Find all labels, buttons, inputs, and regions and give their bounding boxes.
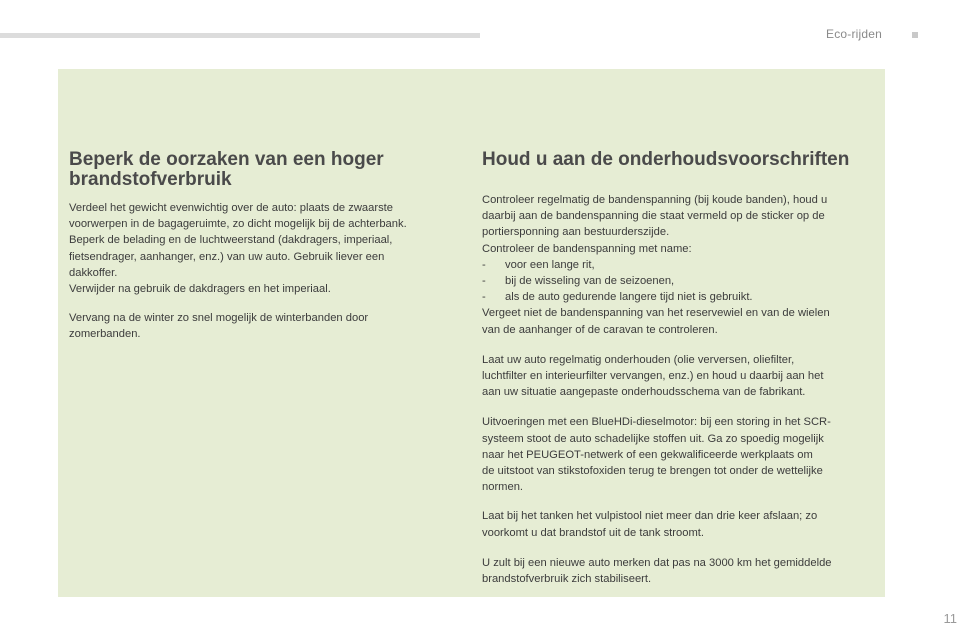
text-line: Vervang na de winter zo snel mogelijk de winterbanden door xyxy=(69,312,369,325)
text-line: systeem stoot de auto schadelijke stoffen uit. Ga zo spoedig mogelijk xyxy=(482,432,824,445)
right-paragraph-maintenance xyxy=(482,352,874,401)
section-title: Eco-rijden xyxy=(826,27,883,41)
header-rule xyxy=(0,33,480,38)
bullet-text: voor een lange rit, xyxy=(505,258,595,271)
text-line: fietsendrager, aanhanger, enz.) van uw auto. Gebruik liever een xyxy=(69,250,385,263)
text-line: normen. xyxy=(482,481,524,494)
right-paragraph-pressure xyxy=(482,192,874,338)
left-heading-line: brandstofverbruik xyxy=(69,169,232,190)
text-line: U zult bij een nieuwe auto merken dat pas na 3000 km het gemiddelde xyxy=(482,556,832,569)
right-paragraph-bluehdi xyxy=(482,414,874,495)
bullet-dash: - xyxy=(482,258,486,271)
text-line: aan uw situatie aangepaste onderhoudsschema van de fabrikant. xyxy=(482,386,806,399)
bullet-item xyxy=(482,257,874,273)
text-line: luchtfilter en interieurfilter vervangen, enz.) en houd u daarbij aan het xyxy=(482,370,824,383)
text-line: voorkomt u dat brandstof uit de tank stroomt. xyxy=(482,526,704,539)
text-line: van de aanhanger of de caravan te controleren. xyxy=(482,323,718,336)
text-line: Controleer de bandenspanning met name: xyxy=(482,242,692,255)
left-paragraph-tyres xyxy=(69,310,459,342)
section-marker-icon xyxy=(912,32,918,38)
text-line: Laat uw auto regelmatig onderhouden (olie verversen, oliefilter, xyxy=(482,353,795,366)
right-paragraph-new-car xyxy=(482,555,874,587)
text-line: zomerbanden. xyxy=(69,328,141,341)
text-line: Verdeel het gewicht evenwichtig over de auto: plaats de zwaarste xyxy=(69,202,394,214)
text-line: daarbij aan de bandenspanning die staat vermeld op de sticker op de xyxy=(482,210,825,223)
text-line: dakkoffer. xyxy=(69,266,118,279)
left-heading xyxy=(69,150,459,190)
text-line: portiersponning aan bestuurderszijde. xyxy=(482,226,670,239)
bullet-item xyxy=(482,289,874,305)
right-heading: Houd u aan de onderhoudsvoorschriften xyxy=(482,149,850,170)
page-number: 11 xyxy=(943,611,957,626)
text-line: Controleer regelmatig de bandenspanning (bij koude banden), houd u xyxy=(482,194,828,206)
text-line: de uitstoot van stikstofoxiden terug te brengen tot onder de wettelijke xyxy=(482,465,823,478)
text-line: Beperk de belading en de luchtweerstand (dakdragers, imperiaal, xyxy=(69,234,393,247)
right-paragraph-refuel xyxy=(482,508,874,540)
text-line: Vergeet niet de bandenspanning van het reservewiel en van de wielen xyxy=(482,307,830,320)
left-heading-line: Beperk de oorzaken van een hoger xyxy=(69,149,384,170)
text-line: naar het PEUGEOT-netwerk of een gekwalificeerde werkplaats om xyxy=(482,448,813,461)
text-line: Verwijder na gebruik de dakdragers en het imperiaal. xyxy=(69,283,331,296)
bullet-dash: - xyxy=(482,275,486,288)
text-line: Laat bij het tanken het vulpistool niet meer dan drie keer afslaan; zo xyxy=(482,510,818,523)
bullet-dash: - xyxy=(482,291,486,304)
left-paragraph-load xyxy=(69,200,459,297)
bullet-item xyxy=(482,273,874,289)
right-column xyxy=(482,150,874,600)
bullet-text: bij de wisseling van de seizoenen, xyxy=(505,275,675,288)
text-line: Uitvoeringen met een BlueHDi-dieselmotor: bij een storing in het SCR- xyxy=(482,416,831,429)
text-line: voorwerpen in de bagageruimte, zo dicht mogelijk bij de achterbank. xyxy=(69,218,407,231)
text-line: brandstofverbruik zich stabiliseert. xyxy=(482,573,652,586)
bullet-text: als de auto gedurende langere tijd niet is gebruikt. xyxy=(505,291,753,304)
left-column xyxy=(69,150,459,356)
